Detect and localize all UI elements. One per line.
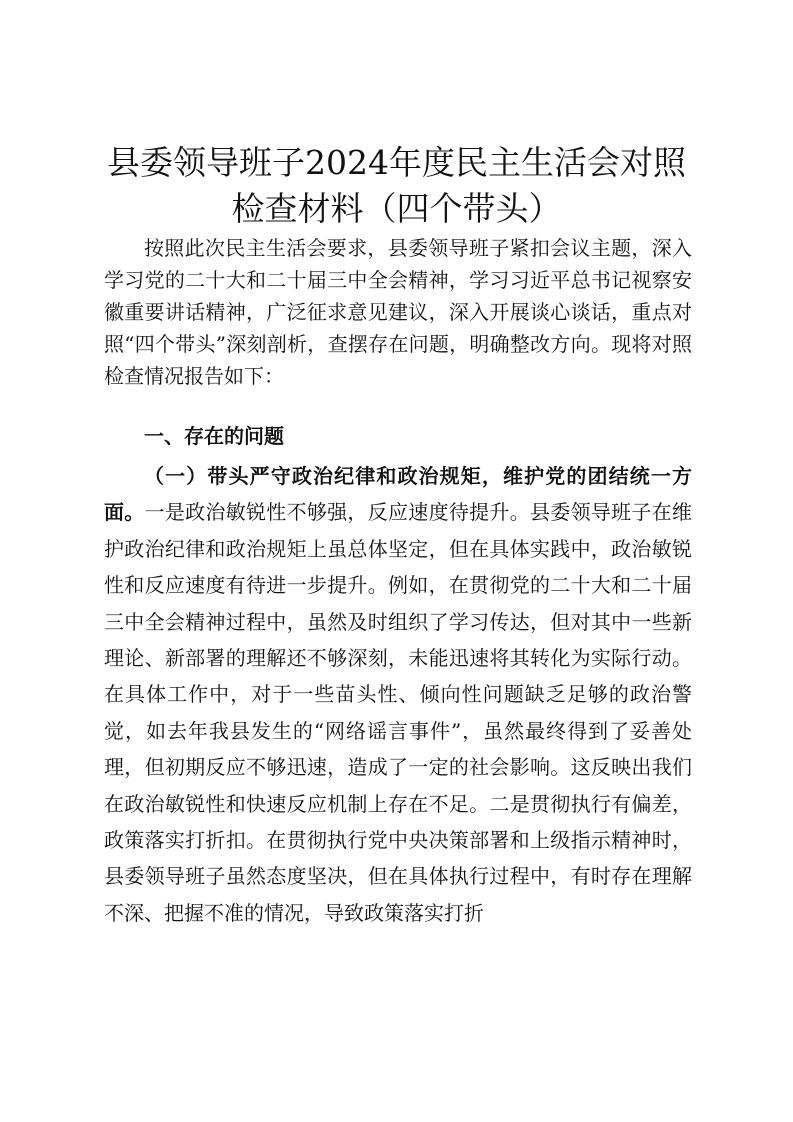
section-heading: 一、存在的问题 bbox=[144, 424, 284, 448]
intro-paragraph: 按照此次民主生活会要求，县委领导班子紧扣会议主题，深入学习党的二十大和二十届三中全会精神，学习习近平总书记视察安徽重要讲话精神，广泛征求意见建议，深入开展谈心谈话，重点对照“四个带头”深刻剖析，查摆存在问题，明确整改方向。现将对照检查情况报告如下： bbox=[104, 236, 692, 388]
body-paragraph bbox=[104, 458, 692, 931]
document-title: 县委领导班子2024年度民主生活会对照检查材料（四个带头） bbox=[107, 143, 686, 228]
subsection-body: 一是政治敏锐性不够强，反应速度待提升。县委领导班子在维护政治纪律和政治规矩上虽总体坚定，但在具体实践中，政治敏锐性和反应速度有待进一步提升。例如，在贯彻党的二十大和二十届三中全会精神过程中，虽然及时组织了学习传达，但对其中一些新理论、新部署的理解还不够深刻，未能迅速将其转化为实际行动。在具体工作中，对于一些苗头性、倾向性问题缺乏足够的政治警觉，如去年我县发生的“网络谣言事件”，虽然最终得到了妥善处理，但初期反应不够迅速，造成了一定的社会影响。这反映出我们在政治敏锐性和快速反应机制上存在不足。二是贯彻执行有偏差，政策落实打折扣。在贯彻执行党中央决策部署和上级指示精神时，县委领导班子虽然态度坚决，但在具体执行过程中，有时存在理解不深、把握不准的情况，导致政策落实打折 bbox=[104, 500, 693, 925]
subsection-heading: （一）带头严守政治纪律和政治规矩，维护党的团结统一方面。 bbox=[104, 464, 692, 525]
